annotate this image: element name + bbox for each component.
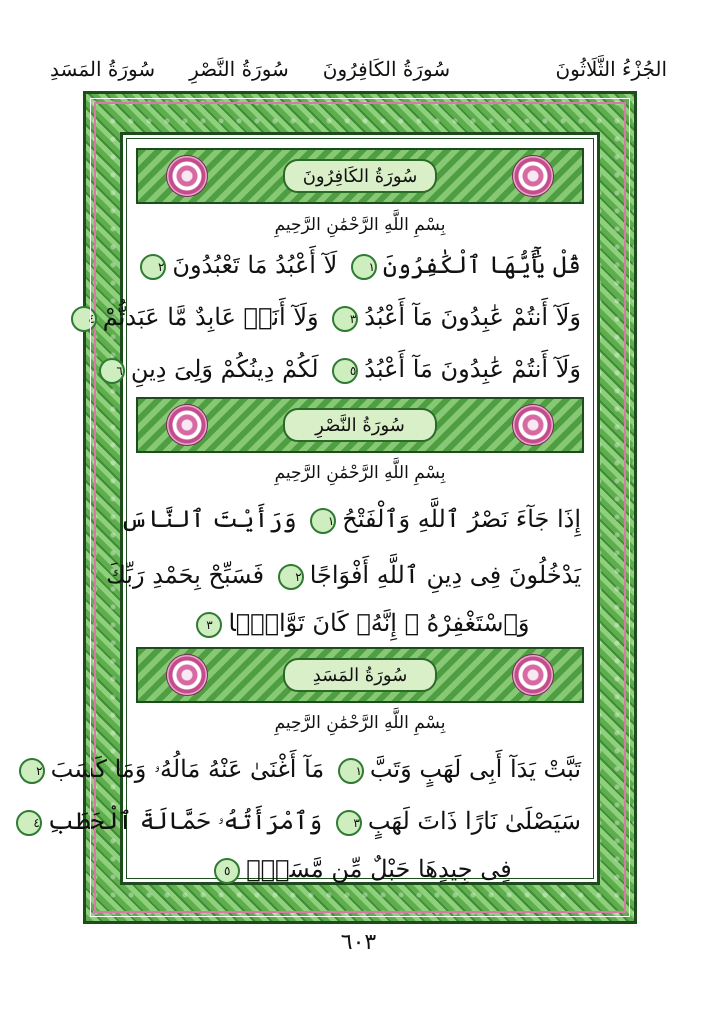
ayah-line: فِى جِيدِهَا حَبْلٌ مِّن مَّسَدٍۭ٥ bbox=[139, 847, 581, 891]
verse-marker: ٣ bbox=[336, 810, 362, 836]
rosette-icon bbox=[166, 404, 208, 446]
ayah-line: يَدْخُلُونَ فِى دِينِ ٱللَّهِ أَفْوَاجًا٢ فَسَبِّحْ بِحَمْدِ رَبِّكَ bbox=[106, 561, 581, 589]
basmala: بِسْمِ اللَّهِ الرَّحْمَٰنِ الرَّحِيمِ bbox=[274, 215, 446, 235]
verse-marker: ٦ bbox=[99, 358, 125, 384]
ayah-line: تَبَّتْ يَدَآ أَبِى لَهَبٍ وَتَبَّ١ مَآ أَغْنَىٰ عَنْهُ مَالُهُۥ وَمَا كَسَبَ٢ bbox=[139, 747, 581, 791]
rosette-icon bbox=[512, 155, 554, 197]
rosette-icon bbox=[166, 654, 208, 696]
surah-title: سُورَةُ المَسَدِ bbox=[283, 658, 437, 692]
page-header bbox=[50, 54, 667, 84]
verse-marker: ٣ bbox=[196, 612, 222, 638]
rosette-icon bbox=[512, 404, 554, 446]
verse-marker: ٥ bbox=[214, 858, 240, 884]
ayah-line: وَٱسْتَغْفِرْهُ ۚ إِنَّهُۥ كَانَ تَوَّابًۢا٣ bbox=[139, 601, 581, 645]
ayah-line: وَلَآ أَنتُمْ عَٰبِدُونَ مَآ أَعْبُدُ٣ وَلَآ أَنَا۠ عَابِدٌ مَّا عَبَدتُّمْ٤ bbox=[139, 295, 581, 339]
surah-banner-nasr bbox=[136, 397, 584, 453]
ayah-line: قُلْ يَٰٓأَيُّهَا ٱلْكَٰفِرُونَ١ لَآ أَعْبُدُ مَا تَعْبُدُونَ٢ bbox=[139, 243, 581, 287]
verse-marker: ٣ bbox=[332, 306, 358, 332]
verse-marker: ٤ bbox=[71, 306, 97, 332]
rosette-icon bbox=[166, 155, 208, 197]
basmala: بِسْمِ اللَّهِ الرَّحْمَٰنِ الرَّحِيمِ bbox=[274, 713, 446, 733]
verse-marker: ١ bbox=[338, 758, 364, 784]
surah-banner-masad bbox=[136, 647, 584, 703]
verse-marker: ٢ bbox=[19, 758, 45, 784]
header-surah-kafirun: سُورَةُ الكَافِرُونَ bbox=[322, 57, 451, 81]
surah-title: سُورَةُ النَّصْرِ bbox=[283, 408, 437, 442]
ayah-line: سَيَصْلَىٰ نَارًا ذَاتَ لَهَبٍ٣ وَٱمْرَأَتُهُۥ حَمَّالَةَ ٱلْحَطَبِ٤ bbox=[139, 799, 581, 843]
surah-banner-kafirun bbox=[136, 148, 584, 204]
rosette-icon bbox=[512, 654, 554, 696]
verse-marker: ٤ bbox=[16, 810, 42, 836]
page-number: ٦٠٣ bbox=[340, 930, 377, 955]
header-surah-masad: سُورَةُ المَسَدِ bbox=[50, 57, 156, 81]
verse-marker: ٢ bbox=[140, 254, 166, 280]
surah-title: سُورَةُ الكَافِرُونَ bbox=[283, 159, 437, 193]
verse-marker: ٥ bbox=[332, 358, 358, 384]
basmala: بِسْمِ اللَّهِ الرَّحْمَٰنِ الرَّحِيمِ bbox=[274, 463, 446, 483]
ornamental-border bbox=[33, 91, 637, 924]
text-area bbox=[33, 132, 600, 885]
header-surah-nasr: سُورَةُ النَّصْرِ bbox=[189, 57, 289, 81]
verse-marker: ١ bbox=[310, 508, 336, 534]
ayah-line: إِذَا جَآءَ نَصْرُ ٱللَّهِ وَٱلْفَتْحُ١ وَرَأَيْتَ ٱلنَّاسَ bbox=[120, 505, 581, 533]
verse-marker: ١ bbox=[351, 254, 377, 280]
verse-marker: ٢ bbox=[278, 564, 304, 590]
ayah-line: وَلَآ أَنتُمْ عَٰبِدُونَ مَآ أَعْبُدُ٥ لَكُمْ دِينُكُمْ وَلِىَ دِينِ٦ bbox=[139, 347, 581, 391]
surah-names bbox=[50, 57, 450, 81]
juz-label: الجُزْءُ الثَّلَاثُونَ bbox=[555, 57, 667, 81]
